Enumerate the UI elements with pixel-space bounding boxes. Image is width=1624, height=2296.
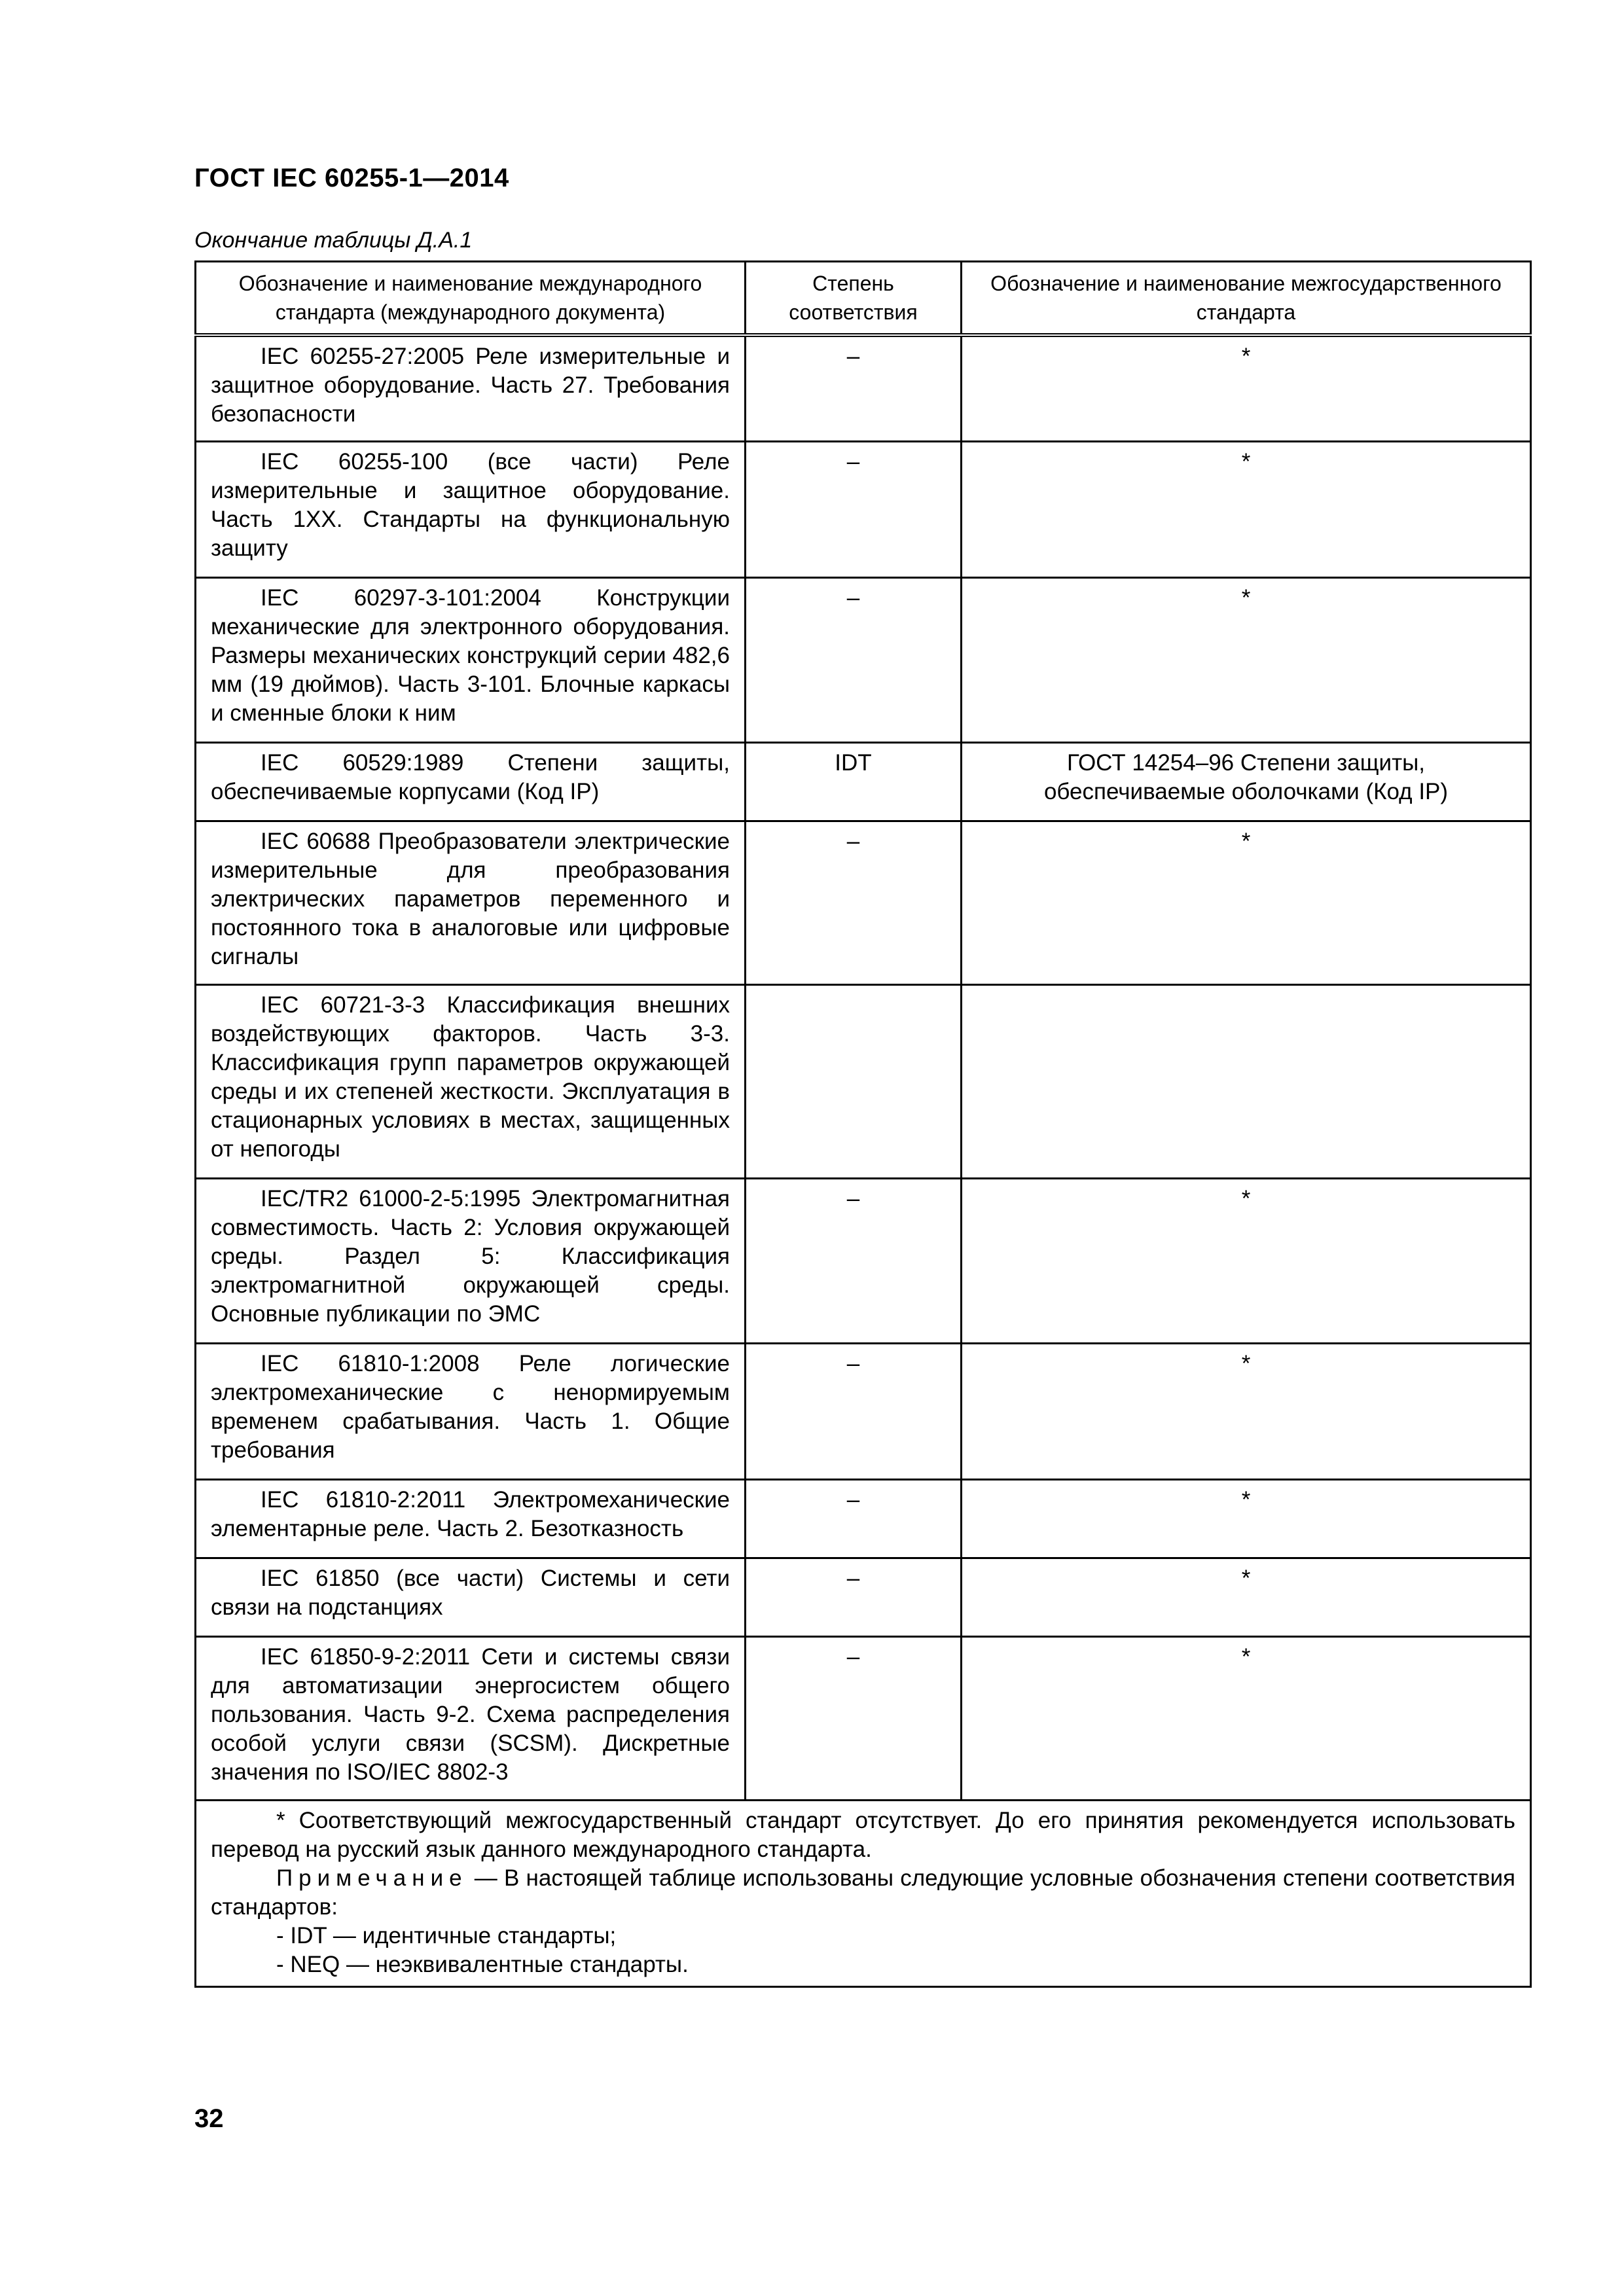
page-number: 32 [194,2104,224,2133]
degree-cell: – [746,1178,962,1343]
interstate-standard-cell: * [962,1343,1531,1479]
interstate-standard-cell: ГОСТ 14254–96 Степени защиты, обеспечиваемые оболочками (Код IP) [962,742,1531,821]
degree-cell: – [746,1558,962,1636]
column-header-interstate: Обозначение и наименование межгосударственного стандарта [962,262,1531,336]
document-header: ГОСТ IEC 60255-1—2014 [194,164,509,192]
interstate-standard-cell: * [962,441,1531,577]
table-row [196,1479,1531,1558]
table-footnote-row [196,1800,1531,1986]
international-standard-cell: IEC 61850 (все части) Системы и сети связи на подстанциях [196,1558,746,1636]
degree-cell: – [746,1636,962,1800]
footnote-item: - NEQ — неэквивалентные стандарты. [276,1951,689,1977]
international-standard-cell: IEC 60255-100 (все части) Реле измерительные и защитное оборудование. Часть 1XX. Стандарты на функциональную защиту [196,441,746,577]
international-standard-cell: IEC 60529:1989 Степени защиты, обеспечиваемые корпусами (Код IP) [196,742,746,821]
international-standard-cell: IEC/TR2 61000-2-5:1995 Электромагнитная совместимость. Часть 2: Условия окружающей среды. Раздел 5: Классификация электромагнитной окружающей среды. Основные публикации по ЭМС [196,1178,746,1343]
column-header-international: Обозначение и наименование международного стандарта (международного документа) [196,262,746,336]
footnote-item: - IDT — идентичные стандарты; [276,1922,617,1948]
degree-cell: – [746,577,962,742]
international-standard-cell: IEC 60688 Преобразователи электрические измерительные для преобразования электрических параметров переменного и постоянного тока в аналоговые или цифровые сигналы [196,821,746,984]
table-caption: Окончание таблицы Д.А.1 [194,228,473,253]
standards-table [194,260,1532,1988]
degree-cell [746,984,962,1178]
degree-cell: – [746,1343,962,1479]
degree-cell: – [746,1479,962,1558]
degree-cell: – [746,821,962,984]
footnote-note [211,1864,1515,1922]
table-row [196,577,1531,742]
interstate-standard-cell [962,984,1531,1178]
interstate-standard-cell: * [962,1558,1531,1636]
international-standard-cell: IEC 60255-27:2005 Реле измерительные и защитное оборудование. Часть 27. Требования безопасности [196,335,746,441]
table-header-row [196,262,1531,336]
column-header-degree: Степень соответствия [746,262,962,336]
international-standard-cell: IEC 61810-1:2008 Реле логические электромеханические с ненормируемым временем срабатывания. Часть 1. Общие требования [196,1343,746,1479]
footnote-star: * Соответствующий межгосударственный стандарт отсутствует. До его принятия рекомендуется использовать перевод на русский язык данного международного стандарта. [211,1807,1515,1862]
table-row [196,742,1531,821]
table-row [196,441,1531,577]
table-row [196,984,1531,1178]
international-standard-cell: IEC 61810-2:2011 Электромеханические элементарные реле. Часть 2. Безотказность [196,1479,746,1558]
table-row [196,335,1531,441]
international-standard-cell: IEC 61850-9-2:2011 Сети и системы связи для автоматизации энергосистем общего пользования. Часть 9-2. Схема распределения особой услуги связи (SCSM). Дискретные значения по ISO/IEC 8802-3 [196,1636,746,1800]
table-row [196,1558,1531,1636]
interstate-standard-cell: * [962,1636,1531,1800]
table-row [196,1343,1531,1479]
table-footnote [196,1800,1531,1986]
interstate-standard-cell: * [962,1479,1531,1558]
interstate-standard-cell: * [962,577,1531,742]
degree-cell: – [746,441,962,577]
note-text: — В настоящей таблице использованы следующие условные обозначения степени соответствия стандартов: [211,1865,1515,1920]
degree-cell: IDT [746,742,962,821]
interstate-standard-cell: * [962,1178,1531,1343]
degree-cell: – [746,335,962,441]
international-standard-cell: IEC 60297-3-101:2004 Конструкции механические для электронного оборудования. Размеры механических конструкций серии 482,6 мм (19 дюймов). Часть 3-101. Блочные каркасы и сменные блоки к ним [196,577,746,742]
interstate-standard-cell: * [962,821,1531,984]
international-standard-cell: IEC 60721-3-3 Классификация внешних воздействующих факторов. Часть 3-3. Классификация групп параметров окружающей среды и их степеней жесткости. Эксплуатация в стационарных условиях в местах, защищенных от непогоды [196,984,746,1178]
table-row [196,1178,1531,1343]
table-row [196,821,1531,984]
interstate-standard-cell: * [962,335,1531,441]
note-label: Примечание [276,1865,468,1891]
table-row [196,1636,1531,1800]
